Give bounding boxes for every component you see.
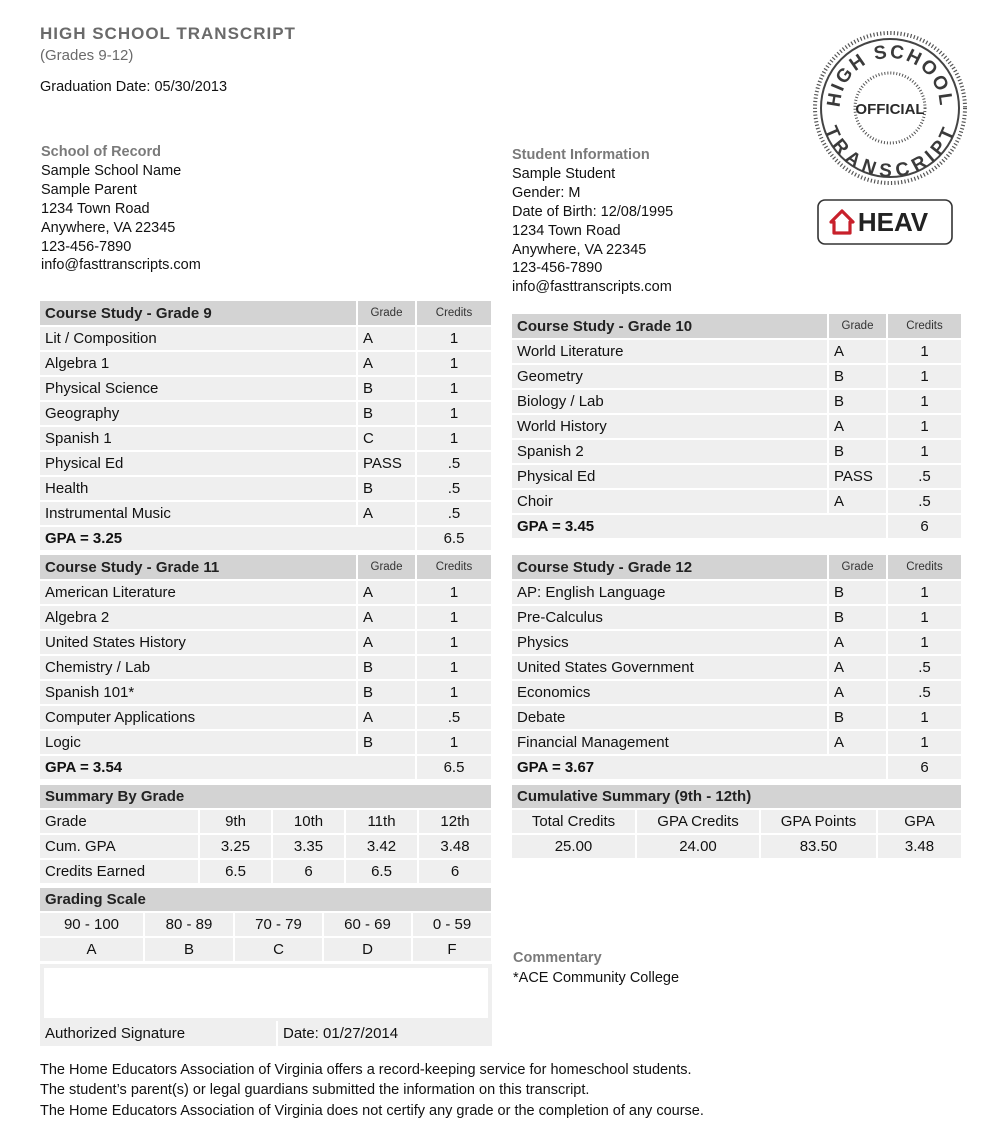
summary-cell: 3.35 xyxy=(273,835,346,860)
course-grade: B xyxy=(358,477,417,502)
commentary-text: *ACE Community College xyxy=(513,970,680,986)
course-name: Spanish 1 xyxy=(40,427,358,452)
course-name: Financial Management xyxy=(512,731,829,756)
table-header xyxy=(40,555,491,581)
summary-row-label: Grade xyxy=(40,810,200,835)
course-grade: A xyxy=(358,581,417,606)
course-credits: .5 xyxy=(888,656,961,681)
table-row xyxy=(40,402,491,427)
table-row xyxy=(512,656,961,681)
grade-column-header: Grade xyxy=(358,555,417,581)
course-credits: 1 xyxy=(417,352,491,377)
summary-cell: 6.5 xyxy=(346,860,419,885)
school-label: School of Record xyxy=(41,144,162,160)
course-name: United States Government xyxy=(512,656,829,681)
course-grade: PASS xyxy=(829,465,888,490)
course-name: Pre-Calculus xyxy=(512,606,829,631)
table-row xyxy=(512,606,961,631)
course-name: Algebra 2 xyxy=(40,606,358,631)
table-row xyxy=(40,860,491,885)
grade-column-header: Grade xyxy=(829,555,888,581)
grade-10-table xyxy=(512,314,961,540)
graduation-date: Graduation Date: 05/30/2013 xyxy=(40,79,228,95)
cumulative-value: 3.48 xyxy=(878,835,961,860)
table-row xyxy=(40,835,491,860)
grade-11-table xyxy=(40,555,491,781)
table-header xyxy=(512,314,961,340)
table-row xyxy=(512,490,961,515)
course-credits: 1 xyxy=(417,581,491,606)
grade-11-title: Course Study - Grade 11 xyxy=(40,555,358,581)
course-credits: 1 xyxy=(888,365,961,390)
course-grade: B xyxy=(829,606,888,631)
course-name: Debate xyxy=(512,706,829,731)
table-row xyxy=(40,938,491,963)
course-grade: A xyxy=(829,731,888,756)
table-row xyxy=(512,365,961,390)
scale-letter: B xyxy=(145,938,235,963)
school-city: Anywhere, VA 22345 xyxy=(41,219,176,236)
student-city: Anywhere, VA 22345 xyxy=(512,241,647,258)
school-parent: Sample Parent xyxy=(41,181,137,198)
scale-range: 0 - 59 xyxy=(413,913,491,938)
table-row xyxy=(512,681,961,706)
course-name: Instrumental Music xyxy=(40,502,358,527)
student-gender: Gender: M xyxy=(512,184,581,201)
scale-range: 60 - 69 xyxy=(324,913,413,938)
student-information xyxy=(512,146,673,297)
summary-col-11th: 11th xyxy=(346,810,419,835)
table-row xyxy=(512,631,961,656)
course-name: Spanish 101* xyxy=(40,681,358,706)
table-row xyxy=(40,427,491,452)
scale-range: 80 - 89 xyxy=(145,913,235,938)
course-credits: .5 xyxy=(888,681,961,706)
gpa-value: GPA = 3.25 xyxy=(40,527,417,552)
course-credits: 1 xyxy=(417,631,491,656)
course-credits: 1 xyxy=(888,581,961,606)
total-credits: 6.5 xyxy=(417,527,491,552)
course-credits: 1 xyxy=(417,731,491,756)
course-credits: .5 xyxy=(417,706,491,731)
course-grade: A xyxy=(358,606,417,631)
course-credits: .5 xyxy=(417,452,491,477)
course-grade: A xyxy=(829,490,888,515)
grade-9-table xyxy=(40,301,491,552)
course-name: Computer Applications xyxy=(40,706,358,731)
svg-text:HIGH SCHOOL: HIGH SCHOOL xyxy=(823,41,957,109)
summary-col-9th: 9th xyxy=(200,810,273,835)
signature-row xyxy=(40,1021,492,1046)
gpa-row xyxy=(512,515,961,540)
course-grade: B xyxy=(829,706,888,731)
footer-line: The Home Educators Association of Virginia offers a record-keeping service for homeschool students. xyxy=(40,1062,692,1078)
summary-cell: 6.5 xyxy=(200,860,273,885)
table-row xyxy=(40,631,491,656)
cumulative-header: GPA Points xyxy=(761,810,878,835)
summary-row-label: Cum. GPA xyxy=(40,835,200,860)
grade-9-title: Course Study - Grade 9 xyxy=(40,301,358,327)
table-row xyxy=(512,731,961,756)
grade-10-title: Course Study - Grade 10 xyxy=(512,314,829,340)
cumulative-value: 25.00 xyxy=(512,835,637,860)
course-name: Lit / Composition xyxy=(40,327,358,352)
course-name: World Literature xyxy=(512,340,829,365)
cumulative-title: Cumulative Summary (9th - 12th) xyxy=(512,785,961,810)
grade-12-title: Course Study - Grade 12 xyxy=(512,555,829,581)
cumulative-header: GPA Credits xyxy=(637,810,761,835)
course-credits: 1 xyxy=(888,415,961,440)
table-row xyxy=(512,440,961,465)
course-grade: B xyxy=(358,681,417,706)
course-grade: A xyxy=(829,631,888,656)
student-name: Sample Student xyxy=(512,165,616,182)
summary-cell: 6 xyxy=(419,860,491,885)
course-name: Physics xyxy=(512,631,829,656)
course-grade: A xyxy=(829,340,888,365)
course-name: Economics xyxy=(512,681,829,706)
gpa-value: GPA = 3.54 xyxy=(40,756,417,781)
course-name: Physical Ed xyxy=(40,452,358,477)
course-name: Geometry xyxy=(512,365,829,390)
course-grade: PASS xyxy=(358,452,417,477)
scale-range: 90 - 100 xyxy=(40,913,145,938)
course-credits: 1 xyxy=(888,340,961,365)
summary-title: Summary By Grade xyxy=(40,785,491,810)
svg-text:OFFICIAL: OFFICIAL xyxy=(855,101,925,118)
total-credits: 6 xyxy=(888,515,961,540)
course-grade: A xyxy=(358,631,417,656)
heav-logo xyxy=(817,199,953,245)
gpa-row xyxy=(512,756,961,781)
course-credits: .5 xyxy=(417,477,491,502)
grading-scale-table xyxy=(40,888,491,963)
scale-letter: A xyxy=(40,938,145,963)
credits-column-header: Credits xyxy=(417,301,491,327)
cumulative-value: 24.00 xyxy=(637,835,761,860)
course-name: Algebra 1 xyxy=(40,352,358,377)
cumulative-header: GPA xyxy=(878,810,961,835)
grade-12-table xyxy=(512,555,961,781)
course-name: Geography xyxy=(40,402,358,427)
school-of-record xyxy=(41,143,201,275)
table-header xyxy=(512,555,961,581)
table-row xyxy=(40,581,491,606)
table-header xyxy=(40,301,491,327)
official-seal-stamp xyxy=(812,30,968,186)
scale-range: 70 - 79 xyxy=(235,913,324,938)
course-credits: 1 xyxy=(417,327,491,352)
course-name: Health xyxy=(40,477,358,502)
school-address: 1234 Town Road xyxy=(41,200,150,217)
footer-disclaimer xyxy=(40,1060,704,1121)
table-row xyxy=(40,352,491,377)
school-name: Sample School Name xyxy=(41,162,182,179)
course-name: Physical Science xyxy=(40,377,358,402)
course-credits: 1 xyxy=(888,390,961,415)
table-row xyxy=(512,340,961,365)
page-title: HIGH SCHOOL TRANSCRIPT xyxy=(40,24,296,43)
course-name: AP: English Language xyxy=(512,581,829,606)
total-credits: 6 xyxy=(888,756,961,781)
course-name: Choir xyxy=(512,490,829,515)
table-row xyxy=(512,810,961,835)
table-row xyxy=(40,477,491,502)
course-credits: 1 xyxy=(417,606,491,631)
table-row xyxy=(512,835,961,860)
table-row xyxy=(40,377,491,402)
summary-cell: 6 xyxy=(273,860,346,885)
student-dob: Date of Birth: 12/08/1995 xyxy=(512,203,674,220)
course-credits: 1 xyxy=(888,731,961,756)
course-grade: B xyxy=(358,731,417,756)
cumulative-summary-table xyxy=(512,785,961,860)
student-address: 1234 Town Road xyxy=(512,222,621,239)
course-name: United States History xyxy=(40,631,358,656)
heav-logo-text: HEAV xyxy=(857,207,929,237)
course-credits: .5 xyxy=(417,502,491,527)
course-grade: A xyxy=(829,415,888,440)
course-name: World History xyxy=(512,415,829,440)
course-grade: A xyxy=(829,656,888,681)
gpa-row xyxy=(40,756,491,781)
summary-col-10th: 10th xyxy=(273,810,346,835)
course-grade: C xyxy=(358,427,417,452)
signature-area xyxy=(44,968,488,1018)
course-name: Spanish 2 xyxy=(512,440,829,465)
summary-by-grade-table xyxy=(40,785,491,885)
course-credits: 1 xyxy=(417,656,491,681)
table-row xyxy=(512,581,961,606)
table-row xyxy=(512,465,961,490)
table-row xyxy=(40,681,491,706)
cumulative-header: Total Credits xyxy=(512,810,637,835)
gpa-row xyxy=(40,527,491,552)
course-credits: 1 xyxy=(417,377,491,402)
course-name: Chemistry / Lab xyxy=(40,656,358,681)
footer-line: The student’s parent(s) or legal guardians submitted the information on this transcript. xyxy=(40,1082,590,1099)
course-credits: 1 xyxy=(888,606,961,631)
course-credits: 1 xyxy=(888,706,961,731)
student-email: info@fasttranscripts.com xyxy=(512,279,672,296)
course-name: American Literature xyxy=(40,581,358,606)
course-credits: 1 xyxy=(417,427,491,452)
table-row xyxy=(40,656,491,681)
student-phone: 123-456-7890 xyxy=(512,260,603,277)
table-row xyxy=(40,452,491,477)
gpa-value: GPA = 3.45 xyxy=(512,515,888,540)
course-grade: A xyxy=(358,352,417,377)
course-name: Biology / Lab xyxy=(512,390,829,415)
summary-row-label: Credits Earned xyxy=(40,860,200,885)
course-name: Logic xyxy=(40,731,358,756)
school-email: info@fasttranscripts.com xyxy=(41,257,201,274)
scale-letter: D xyxy=(324,938,413,963)
course-grade: B xyxy=(829,581,888,606)
page-subtitle: (Grades 9-12) xyxy=(40,47,134,64)
credits-column-header: Credits xyxy=(888,555,961,581)
summary-cell: 3.42 xyxy=(346,835,419,860)
course-credits: 1 xyxy=(888,631,961,656)
table-row xyxy=(40,913,491,938)
authorized-signature-label: Authorized Signature xyxy=(45,1025,186,1042)
course-grade: A xyxy=(358,706,417,731)
course-grade: B xyxy=(358,656,417,681)
course-grade: B xyxy=(829,390,888,415)
credits-column-header: Credits xyxy=(417,555,491,581)
table-row xyxy=(40,706,491,731)
table-row xyxy=(40,502,491,527)
svg-text:TRANSCRIPT: TRANSCRIPT xyxy=(819,123,961,183)
table-row xyxy=(40,327,491,352)
course-credits: 1 xyxy=(888,440,961,465)
signature-box xyxy=(40,964,492,1022)
table-row xyxy=(512,415,961,440)
course-credits: 1 xyxy=(417,681,491,706)
table-row xyxy=(40,810,491,835)
table-row xyxy=(40,731,491,756)
cumulative-value: 83.50 xyxy=(761,835,878,860)
course-credits: 1 xyxy=(417,402,491,427)
grading-scale-title: Grading Scale xyxy=(40,888,491,913)
course-credits: .5 xyxy=(888,490,961,515)
course-grade: B xyxy=(358,377,417,402)
summary-col-12th: 12th xyxy=(419,810,491,835)
summary-cell: 3.25 xyxy=(200,835,273,860)
gpa-value: GPA = 3.67 xyxy=(512,756,888,781)
summary-cell: 3.48 xyxy=(419,835,491,860)
scale-letter: C xyxy=(235,938,324,963)
table-row xyxy=(512,390,961,415)
grade-column-header: Grade xyxy=(358,301,417,327)
scale-letter: F xyxy=(413,938,491,963)
course-grade: B xyxy=(358,402,417,427)
table-row xyxy=(512,706,961,731)
course-grade: A xyxy=(358,502,417,527)
student-label: Student Information xyxy=(512,147,650,163)
total-credits: 6.5 xyxy=(417,756,491,781)
grade-column-header: Grade xyxy=(829,314,888,340)
course-grade: B xyxy=(829,365,888,390)
footer-line: The Home Educators Association of Virginia does not certify any grade or the completion of any course. xyxy=(40,1102,704,1119)
commentary xyxy=(513,948,679,988)
course-name: Physical Ed xyxy=(512,465,829,490)
school-phone: 123-456-7890 xyxy=(41,238,132,255)
table-row xyxy=(40,606,491,631)
credits-column-header: Credits xyxy=(888,314,961,340)
signature-date: Date: 01/27/2014 xyxy=(283,1025,399,1042)
commentary-label: Commentary xyxy=(513,950,602,966)
course-credits: .5 xyxy=(888,465,961,490)
course-grade: A xyxy=(829,681,888,706)
course-grade: B xyxy=(829,440,888,465)
course-grade: A xyxy=(358,327,417,352)
